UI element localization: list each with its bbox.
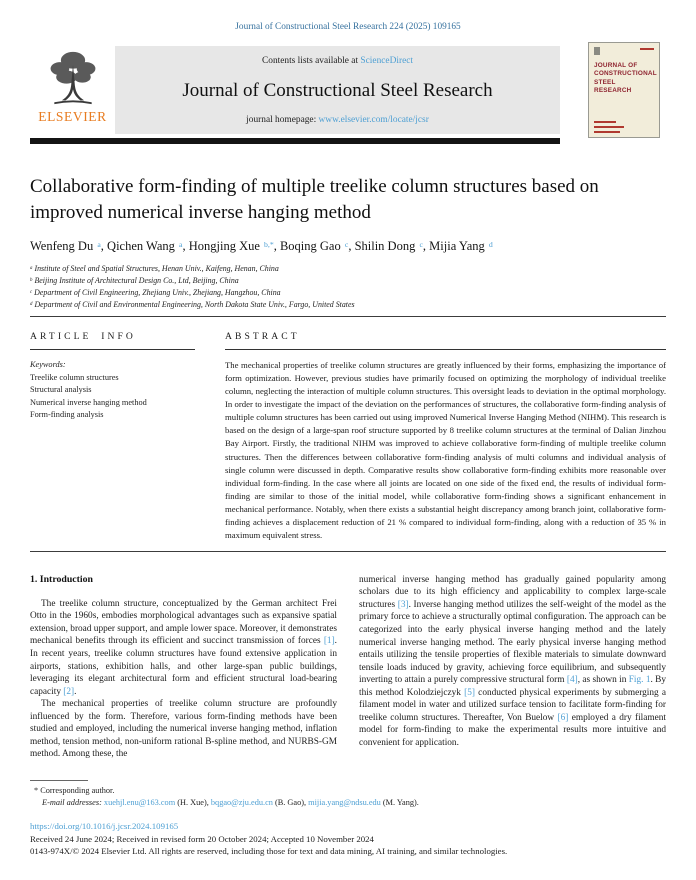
inline-link[interactable]: mijia.yang@ndsu.edu: [308, 797, 381, 807]
text-segment: employed a dry filament model for form-finding to make the experimental results more intuitive and convenient for application.: [359, 712, 666, 748]
inline-link[interactable]: c: [344, 239, 349, 249]
contents-line: [123, 56, 552, 66]
journal-title: Journal of Constructional Steel Research: [182, 79, 493, 101]
sciencedirect-link[interactable]: ScienceDirect: [360, 56, 413, 66]
body-right-column: [359, 574, 666, 761]
affiliation: [30, 275, 666, 287]
affiliation-text: Institute of Steel and Spatial Structures, Henan Univ., Kaifeng, Henan, China: [34, 264, 279, 274]
text-segment: ,: [100, 239, 108, 254]
text-segment: Wenfeng Du: [30, 239, 97, 254]
cover-title: JOURNAL OF CONSTRUCTIONAL STEEL RESEARCH: [594, 62, 657, 94]
masthead-rule: [30, 138, 560, 144]
corresponding-author-note: * Corresponding author.: [34, 786, 115, 795]
affiliation: [30, 263, 666, 275]
footnote-rule: [30, 780, 88, 781]
text-segment: ,: [422, 239, 430, 254]
affiliation-sup: b: [30, 278, 33, 284]
inline-link[interactable]: [3]: [397, 599, 409, 610]
affiliation-text: Department of Civil Engineering, Zhejiang Univ., Zhejiang, Hangzhou, China: [34, 288, 281, 298]
affiliation-sup: c: [30, 290, 33, 296]
doi-link[interactable]: https://doi.org/10.1016/j.jcsr.2024.109165: [30, 821, 179, 832]
inline-link[interactable]: d: [488, 239, 493, 249]
text-segment: Shilin Dong: [354, 239, 419, 254]
section-heading-introduction: 1. Introduction: [30, 573, 93, 585]
received-dates-line: Received 24 June 2024; Received in revised form 20 October 2024; Accepted 10 November 2024: [30, 833, 374, 844]
cover-editors-block: [594, 121, 654, 133]
page-footer: [30, 780, 670, 857]
keyword: Treelike column structures: [30, 372, 119, 382]
running-head-citation[interactable]: Journal of Constructional Steel Research 224 (2025) 109165: [235, 22, 461, 32]
text-segment: numerical inverse hanging method has gradually gained popularity among scholars due to its high efficiency and applicability to complex large-scale structures: [359, 574, 666, 610]
text-segment: Qichen Wang: [107, 239, 179, 254]
text-segment: ,: [273, 239, 280, 254]
keyword: Structural analysis: [30, 385, 92, 395]
text-segment: The treelike column structure, conceptualized by the German architect Frei Otto in the 1960s, embodies morphological advantages such as expansive spatial extension, broad upper support, and ample lower space. Moreover, it demonstrates mechanical benefits through its efficient and succinct transmission of forces: [30, 598, 337, 647]
journal-homepage-link[interactable]: www.elsevier.com/locate/jcsr: [318, 115, 429, 125]
divider-rule: [30, 551, 666, 552]
text-segment: E-mail addresses:: [42, 797, 104, 807]
body-paragraph: [30, 698, 337, 761]
affiliation-sup: a: [30, 266, 33, 272]
affiliation-sup: d: [30, 302, 33, 308]
inline-link[interactable]: xuehjl.enu@163.com: [103, 797, 176, 807]
elsevier-logo[interactable]: [30, 46, 115, 134]
text-segment: , as shown in: [577, 675, 629, 686]
heading-rule: [225, 349, 666, 350]
keywords-label: Keywords:: [30, 360, 66, 370]
inline-link[interactable]: b,*: [264, 239, 274, 249]
elsevier-tree-icon: [45, 48, 101, 108]
cover-issue-mark: [640, 48, 654, 50]
inline-link[interactable]: [6]: [557, 712, 569, 723]
text-segment: (M. Yang).: [380, 797, 419, 807]
affiliation: [30, 299, 666, 311]
text-segment: (H. Xue),: [175, 797, 211, 807]
article-info-heading: ARTICLE INFO: [30, 331, 136, 343]
contents-prefix: Contents lists available at: [262, 56, 361, 66]
journal-masthead: [30, 46, 666, 134]
meta-section: [30, 317, 666, 542]
affiliations: [30, 263, 666, 311]
text-segment: (B. Gao),: [272, 797, 309, 807]
email-addresses-line: [30, 797, 670, 809]
affiliation-text: Beijing Institute of Architectural Design Co., Ltd, Beijing, China: [34, 276, 239, 286]
text-segment: conducted physical experiments by submerging a filament model in water and utilized surface tension to facilitate form-finding for treelike column structures. Thereafter, Von Buelow: [359, 687, 666, 723]
text-segment: . By this method Kolodziejczyk: [359, 675, 667, 698]
text-segment: . In recent years, treelike column structures have found extensive application in airports, stations, exhibition halls, and other large-span public buildings, leveraging its elegant architectural form and efficient structural load-bearing capacity: [30, 636, 337, 697]
inline-link[interactable]: Fig. 1: [628, 675, 651, 686]
inline-link[interactable]: [4]: [566, 675, 578, 686]
keyword: Form-finding analysis: [30, 409, 104, 419]
inline-link[interactable]: [2]: [63, 686, 75, 697]
article-title: Collaborative form-finding of multiple treelike column structures based on improved numerical inverse hanging method: [30, 176, 599, 224]
article-body: [30, 574, 666, 761]
masthead-banner: [115, 46, 560, 134]
inline-link[interactable]: a: [179, 239, 183, 249]
journal-cover-thumbnail[interactable]: [588, 42, 660, 138]
affiliation: [30, 287, 666, 299]
homepage-line: [123, 115, 552, 125]
cover-mini-logo: [594, 47, 600, 55]
text-segment: . Inverse hanging method utilizes the self-weight of the model as the primary force to achieve a structurally optimal configuration. The approach can be categorized into the early physical inverse hanging method and the lately numerical inverse hanging method. The early physical inverse hanging method entails utilizing the tensile properties of flexible materials to simulate downward tensile loads induced by gravity, achieving force equilibrium, and subsequently inverting to attain a purely compressive structural form: [359, 599, 667, 686]
body-left-column: [30, 574, 337, 761]
text-segment: Hongjing Xue: [188, 239, 264, 254]
affiliation-text: Department of Civil and Environmental Engineering, North Dakota State Univ., Fargo, United States: [34, 300, 355, 310]
heading-rule: [30, 349, 195, 350]
author-line: [30, 239, 666, 254]
inline-link[interactable]: [5]: [464, 687, 475, 698]
text-segment: .: [74, 686, 77, 697]
cover-editor-line: [594, 131, 620, 133]
homepage-prefix: journal homepage:: [246, 115, 319, 125]
article-info-section: [30, 331, 195, 542]
abstract-text: The mechanical properties of treelike column structures are greatly influenced by their forms, emphasizing the importance of form optimization. However, previous studies have primarily focused on optimizing the morphology of individual treelike column, neglecting the interaction of multiple column structures. This oversight leads to deviation in the optimal morphology. In order to investigate the impact of the deviation on the performances of structures, the collaborative form-finding analysis of multiple column structures has been carried out using improved Numerical Inverse Hanging Method (NIHM). This research is based on the design of a large-span roof structure supported by 8 treelike column structures at the terminal of Dalian Jinzhou Bay Airport. Firstly, the traditional NIHM was improved to achieve collaborative form-finding of multiple treelike column structures. Then the differences between collaborative form-finding analysis of multi columns and individual analysis of single column were discussed in depth. Comparative results show collaborative form-finding exhibits more reasonable over individual form-finding. In the case where all joints are located on one side of the fixed end, the results of individual form-finding are similar to those of the initial model, while collaborative form-finding shows a significant enhancement in mechanical performance. Notably, when there exists a substantial height discrepancy among branch joint, collaborative form-finding achieves a displacement reduction of 21 % compared to individual form-finding, along with a reduction of 35 % in maximum equivalent stress.: [225, 360, 666, 540]
inline-link[interactable]: a: [97, 239, 101, 249]
text-segment: Mijia Yang: [429, 239, 488, 254]
copyright-line: 0143-974X/© 2024 Elsevier Ltd. All rights are reserved, including those for text and data mining, AI training, and similar technologies.: [30, 845, 508, 856]
text-segment: ,: [182, 239, 189, 254]
cover-editor-line: [594, 126, 624, 128]
inline-link[interactable]: bqgao@zju.edu.cn: [210, 797, 273, 807]
abstract-section: [225, 331, 666, 542]
cover-top-row: [594, 47, 654, 55]
text-segment: Boqing Gao: [279, 239, 344, 254]
inline-link[interactable]: [1]: [323, 636, 335, 647]
cover-editor-line: [594, 121, 616, 123]
inline-link[interactable]: c: [419, 239, 423, 249]
elsevier-wordmark: ELSEVIER: [38, 109, 107, 124]
text-segment: The mechanical properties of treelike column structure are profoundly influenced by the form. Therefore, various form-finding methods have been studied and employed, including the numerical inverse hanging method, inflation method, tension method, non-uniform rational B-spline method, and NURBS-GM method. Among these, the: [30, 699, 337, 760]
body-paragraph: [359, 574, 666, 750]
abstract-heading: ABSTRACT: [225, 331, 300, 343]
keyword: Numerical inverse hanging method: [30, 397, 147, 407]
body-paragraph: [30, 598, 337, 698]
text-segment: ,: [348, 239, 355, 254]
